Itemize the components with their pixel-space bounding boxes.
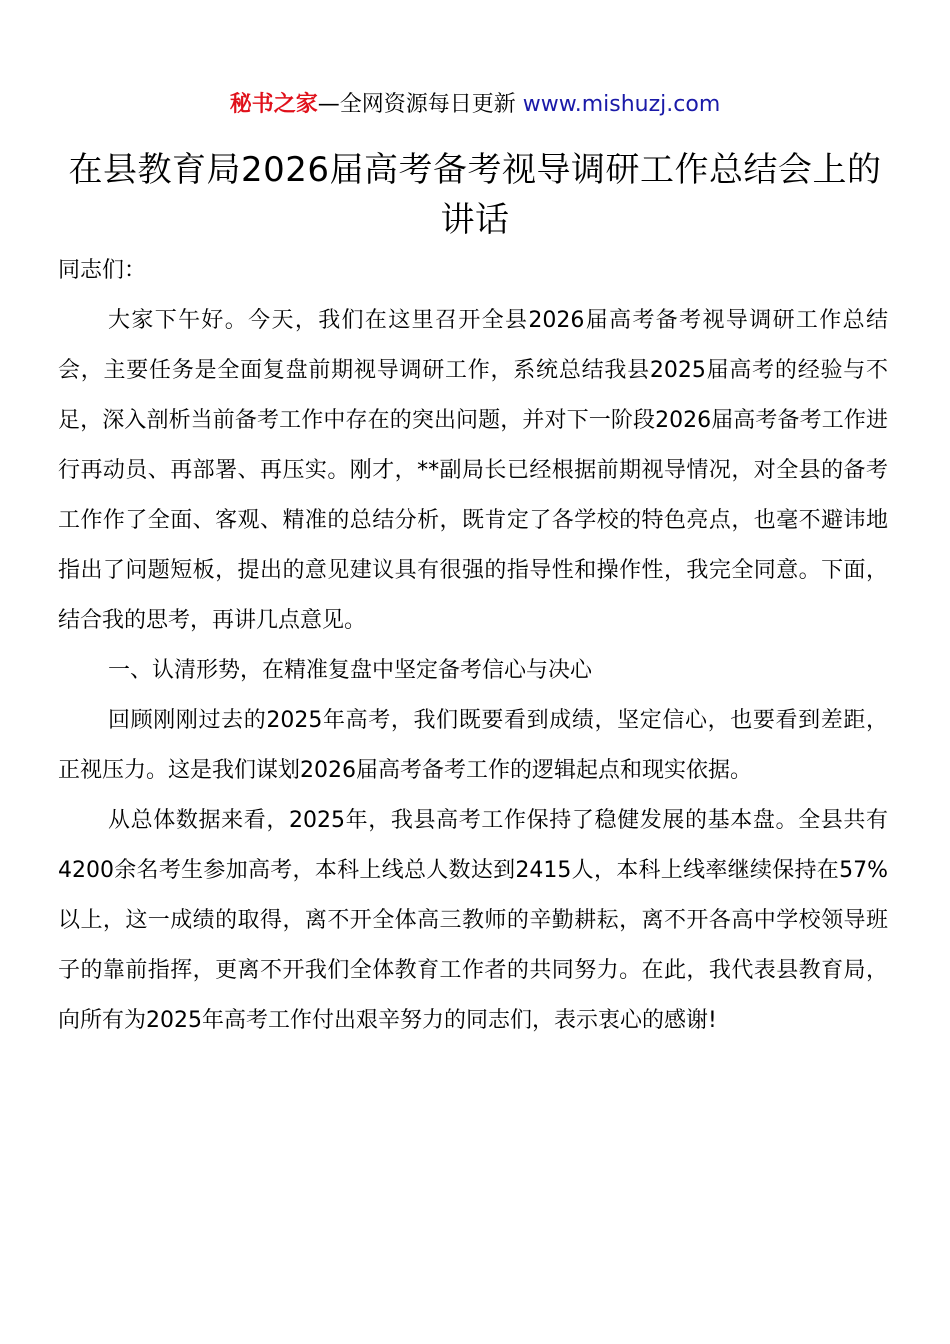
header-tagline: —全网资源每日更新 [317, 92, 523, 117]
document-title: 在县教育局2026届高考备考视导调研工作总结会上的讲话 [68, 150, 882, 240]
document-body [58, 246, 888, 1046]
paragraph-review: 回顾刚刚过去的2025年高考，我们既要看到成绩，坚定信心，也要看到差距，正视压力。这是我们谋划2026届高考备考工作的逻辑起点和现实依据。 [58, 708, 888, 783]
salutation: 同志们： [58, 258, 147, 283]
paragraph-opening: 大家下午好。今天，我们在这里召开全县2026届高考备考视导调研工作总结会，主要任务是全面复盘前期视导调研工作，系统总结我县2025届高考的经验与不足，深入剖析当前备考工作中存在的突出问题，并对下一阶段2026届高考备考工作进行再动员、再部署、再压实。刚才，**副局长已经根据前期视导情况，对全县的备考工作作了全面、客观、精准的总结分析，既肯定了各学校的特色亮点，也毫不避讳地指出了问题短板，提出的意见建议具有很强的指导性和操作性，我完全同意。下面，结合我的思考，再讲几点意见。 [58, 308, 888, 633]
paragraph-data: 从总体数据来看，2025年，我县高考工作保持了稳健发展的基本盘。全县共有4200余名考生参加高考，本科上线总人数达到2415人，本科上线率继续保持在57%以上，这一成绩的取得，离不开全体高三教师的辛勤耕耘，离不开各高中学校领导班子的靠前指挥，更离不开我们全体教育工作者的共同努力。在此，我代表县教育局，向所有为2025年高考工作付出艰辛努力的同志们，表示衷心的感谢! [58, 808, 888, 1033]
section-heading-1: 一、认清形势，在精准复盘中坚定备考信心与决心 [108, 658, 593, 683]
brand-name: 秘书之家 [229, 92, 318, 117]
site-url-link[interactable]: www.mishuzj.com [522, 92, 721, 117]
site-header [0, 88, 950, 122]
